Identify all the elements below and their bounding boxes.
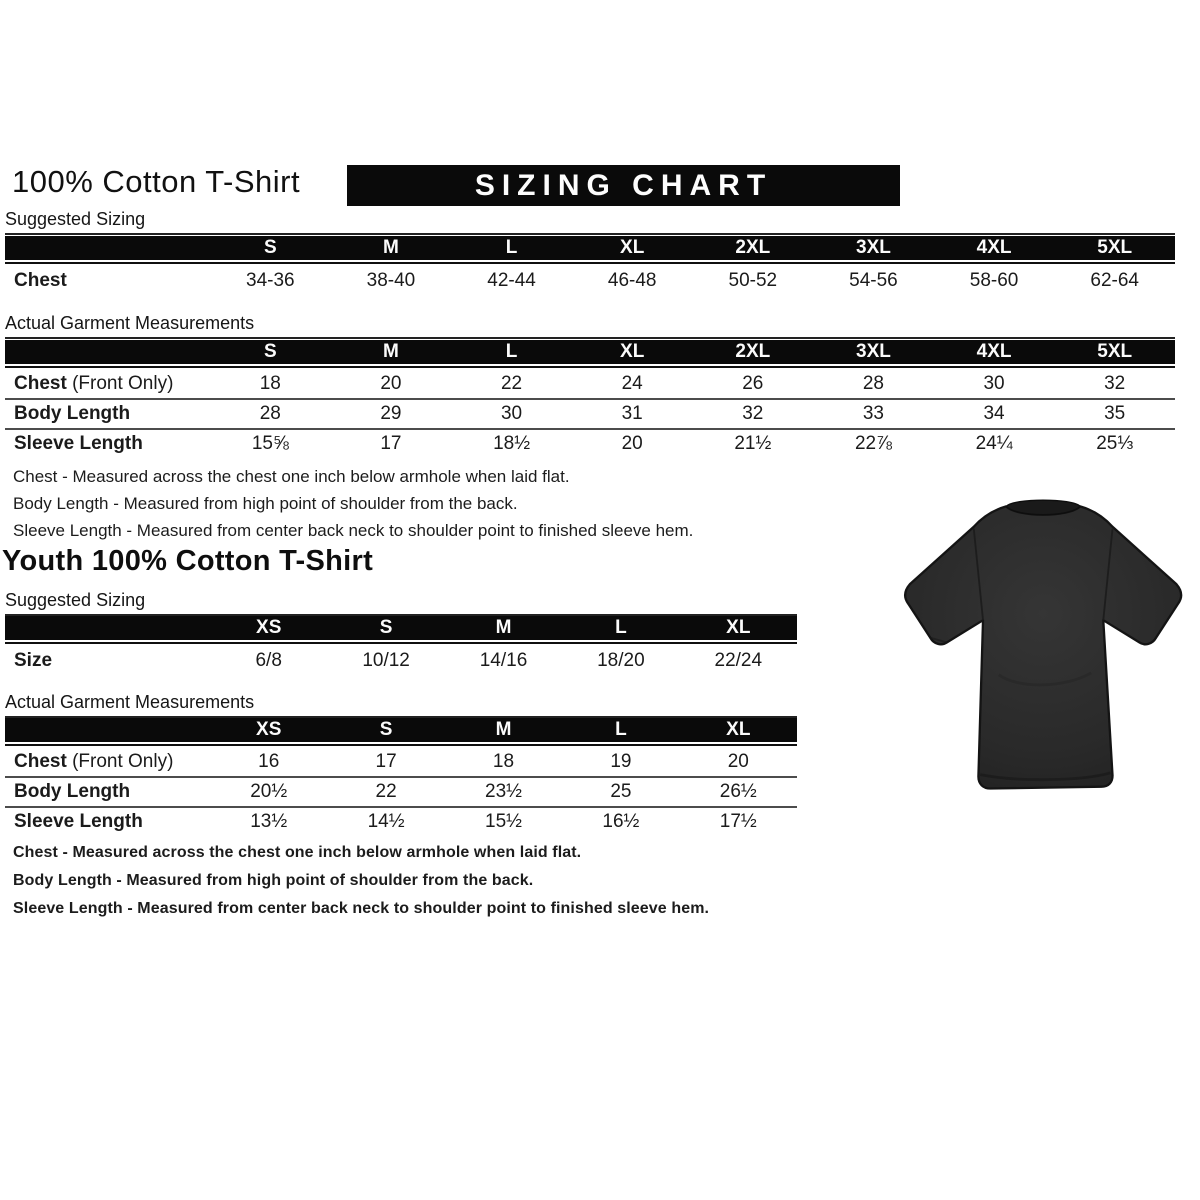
size-column-header: XL [726, 719, 751, 740]
measurement-cell: 32 [742, 403, 764, 424]
size-column-header: L [615, 719, 627, 740]
table-row [5, 370, 1175, 398]
measurement-cell: 16½ [602, 811, 640, 832]
size-column-header: 3XL [856, 237, 891, 258]
measurement-cell: 17 [375, 751, 397, 772]
adult-suggested-sizing-table [5, 236, 1175, 296]
measurement-cell: 20 [380, 373, 402, 394]
measurement-cell: 22 [375, 781, 397, 802]
black-tshirt-photo [897, 489, 1193, 805]
measurement-note: Body Length - Measured from high point of shoulder from the back. [13, 872, 534, 889]
measurement-cell: 19 [610, 751, 632, 772]
size-column-header: M [383, 237, 399, 258]
youth-actual-measurements-table [5, 718, 797, 836]
adult-suggested-sizing-heading: Suggested Sizing [5, 209, 1175, 235]
measurement-cell: 58-60 [969, 270, 1019, 291]
adult-measurement-notes [13, 466, 693, 547]
size-column-header: XS [256, 719, 282, 740]
table-header-underline [5, 642, 797, 644]
measurement-cell: 34 [983, 403, 1005, 424]
size-column-header: S [379, 617, 393, 638]
measurement-cell: 13½ [250, 811, 288, 832]
measurement-cell: 14½ [367, 811, 405, 832]
size-column-header: 2XL [735, 341, 771, 362]
measurement-cell: 32 [1104, 373, 1126, 394]
measurement-cell: 17 [380, 433, 402, 454]
size-column-header: 4XL [976, 237, 1012, 258]
measurement-cell: 25 [610, 781, 632, 802]
measurement-cell: 42-44 [487, 270, 536, 291]
measurement-cell: 54-56 [849, 270, 898, 291]
measurement-cell: 22/24 [714, 650, 763, 671]
measurement-cell: 50-52 [728, 270, 778, 291]
measurement-cell: 26½ [719, 781, 757, 802]
measurement-cell: 23½ [485, 781, 522, 802]
measurement-cell: 26 [742, 373, 764, 394]
row-label: Sleeve Length [14, 811, 143, 832]
size-column-header: 3XL [856, 341, 891, 362]
measurement-cell: 20 [727, 751, 749, 772]
measurement-cell: 30 [983, 373, 1005, 394]
measurement-cell: 18 [492, 751, 515, 772]
table-row [5, 398, 1175, 428]
youth-section-title: Youth 100% Cotton T-Shirt [2, 545, 374, 577]
size-column-header: XL [620, 237, 645, 258]
row-label: Sleeve Length [14, 433, 143, 454]
measurement-cell: 34-36 [246, 270, 295, 291]
table-row [5, 806, 797, 836]
row-label: Body Length [14, 403, 131, 424]
table-row [5, 646, 797, 676]
size-column-header: S [379, 719, 393, 740]
size-column-header: M [495, 617, 512, 638]
measurement-cell: 22 [500, 373, 523, 394]
measurement-cell: 28 [862, 373, 884, 394]
measurement-cell: 46-48 [607, 270, 657, 291]
row-label: Body Length [14, 781, 131, 802]
measurement-cell: 15⅝ [251, 433, 289, 454]
measurement-cell: 6/8 [255, 650, 282, 671]
measurement-cell: 22⅞ [854, 433, 892, 454]
youth-measurement-notes [13, 843, 709, 927]
table-header-underline [5, 366, 1175, 368]
table-row [5, 266, 1175, 296]
measurement-cell: 30 [500, 403, 523, 424]
measurement-cell: 15½ [485, 811, 522, 832]
measurement-cell: 20 [621, 433, 643, 454]
size-column-header: L [505, 341, 518, 362]
table-row [5, 748, 797, 776]
sizing-chart-banner [347, 165, 900, 206]
sizing-chart-banner-label: SIZING CHART [474, 168, 773, 202]
adult-actual-measurements-table [5, 340, 1175, 458]
measurement-cell: 35 [1104, 403, 1126, 424]
measurement-cell: 18/20 [597, 650, 645, 671]
table-header-row [5, 236, 1175, 260]
size-column-header: 5XL [1097, 341, 1133, 362]
measurement-cell: 10/12 [362, 650, 410, 671]
size-column-header: S [263, 341, 277, 362]
measurement-cell: 18 [259, 373, 281, 394]
measurement-note: Sleeve Length - Measured from center back neck to shoulder point to finished sleeve hem. [13, 521, 694, 540]
row-label: Size [14, 650, 53, 671]
size-column-header: M [383, 341, 399, 362]
youth-suggested-sizing-heading: Suggested Sizing [5, 590, 797, 616]
adult-actual-measurements-heading: Actual Garment Measurements [5, 313, 1175, 339]
size-column-header: M [495, 719, 512, 740]
measurement-cell: 31 [621, 403, 643, 424]
size-column-header: L [505, 237, 518, 258]
size-column-header: 2XL [735, 237, 771, 258]
table-header-row [5, 718, 797, 742]
measurement-cell: 38-40 [366, 270, 416, 291]
table-row [5, 776, 797, 806]
size-column-header: XS [256, 617, 282, 638]
measurement-cell: 24¼ [975, 433, 1013, 454]
size-column-header: 4XL [976, 341, 1012, 362]
size-column-header: XL [726, 617, 751, 638]
row-label: Chest (Front Only) [14, 751, 174, 772]
tshirt-body [905, 506, 1181, 788]
table-header-underline [5, 262, 1175, 264]
measurement-cell: 20½ [250, 781, 288, 802]
table-row [5, 428, 1175, 458]
table-header-row [5, 616, 797, 640]
size-column-header: L [615, 617, 627, 638]
table-header-row [5, 340, 1175, 364]
measurement-note: Sleeve Length - Measured from center back neck to shoulder point to finished sleeve hem. [13, 900, 710, 917]
measurement-cell: 17½ [719, 811, 757, 832]
size-column-header: S [263, 237, 277, 258]
row-label: Chest [14, 270, 67, 291]
measurement-cell: 24 [621, 373, 643, 394]
measurement-note: Chest - Measured across the chest one inch below armhole when laid flat. [13, 844, 582, 861]
measurement-cell: 14/16 [479, 650, 528, 671]
table-header-underline [5, 744, 797, 746]
youth-suggested-sizing-table [5, 616, 797, 676]
page-title: 100% Cotton T-Shirt [12, 164, 301, 199]
youth-actual-measurements-heading: Actual Garment Measurements [5, 692, 797, 718]
size-column-header: 5XL [1097, 237, 1133, 258]
measurement-cell: 21½ [734, 433, 772, 454]
measurement-cell: 18½ [493, 433, 531, 454]
row-label: Chest (Front Only) [14, 373, 174, 394]
measurement-note: Chest - Measured across the chest one inch below armhole when laid flat. [13, 467, 570, 486]
measurement-cell: 62-64 [1090, 270, 1139, 291]
measurement-cell: 16 [258, 751, 280, 772]
measurement-cell: 28 [259, 403, 281, 424]
size-column-header: XL [620, 341, 645, 362]
measurement-note: Body Length - Measured from high point of shoulder from the back. [13, 494, 518, 513]
measurement-cell: 25⅓ [1096, 433, 1134, 454]
measurement-cell: 29 [380, 403, 402, 424]
measurement-cell: 33 [862, 403, 884, 424]
